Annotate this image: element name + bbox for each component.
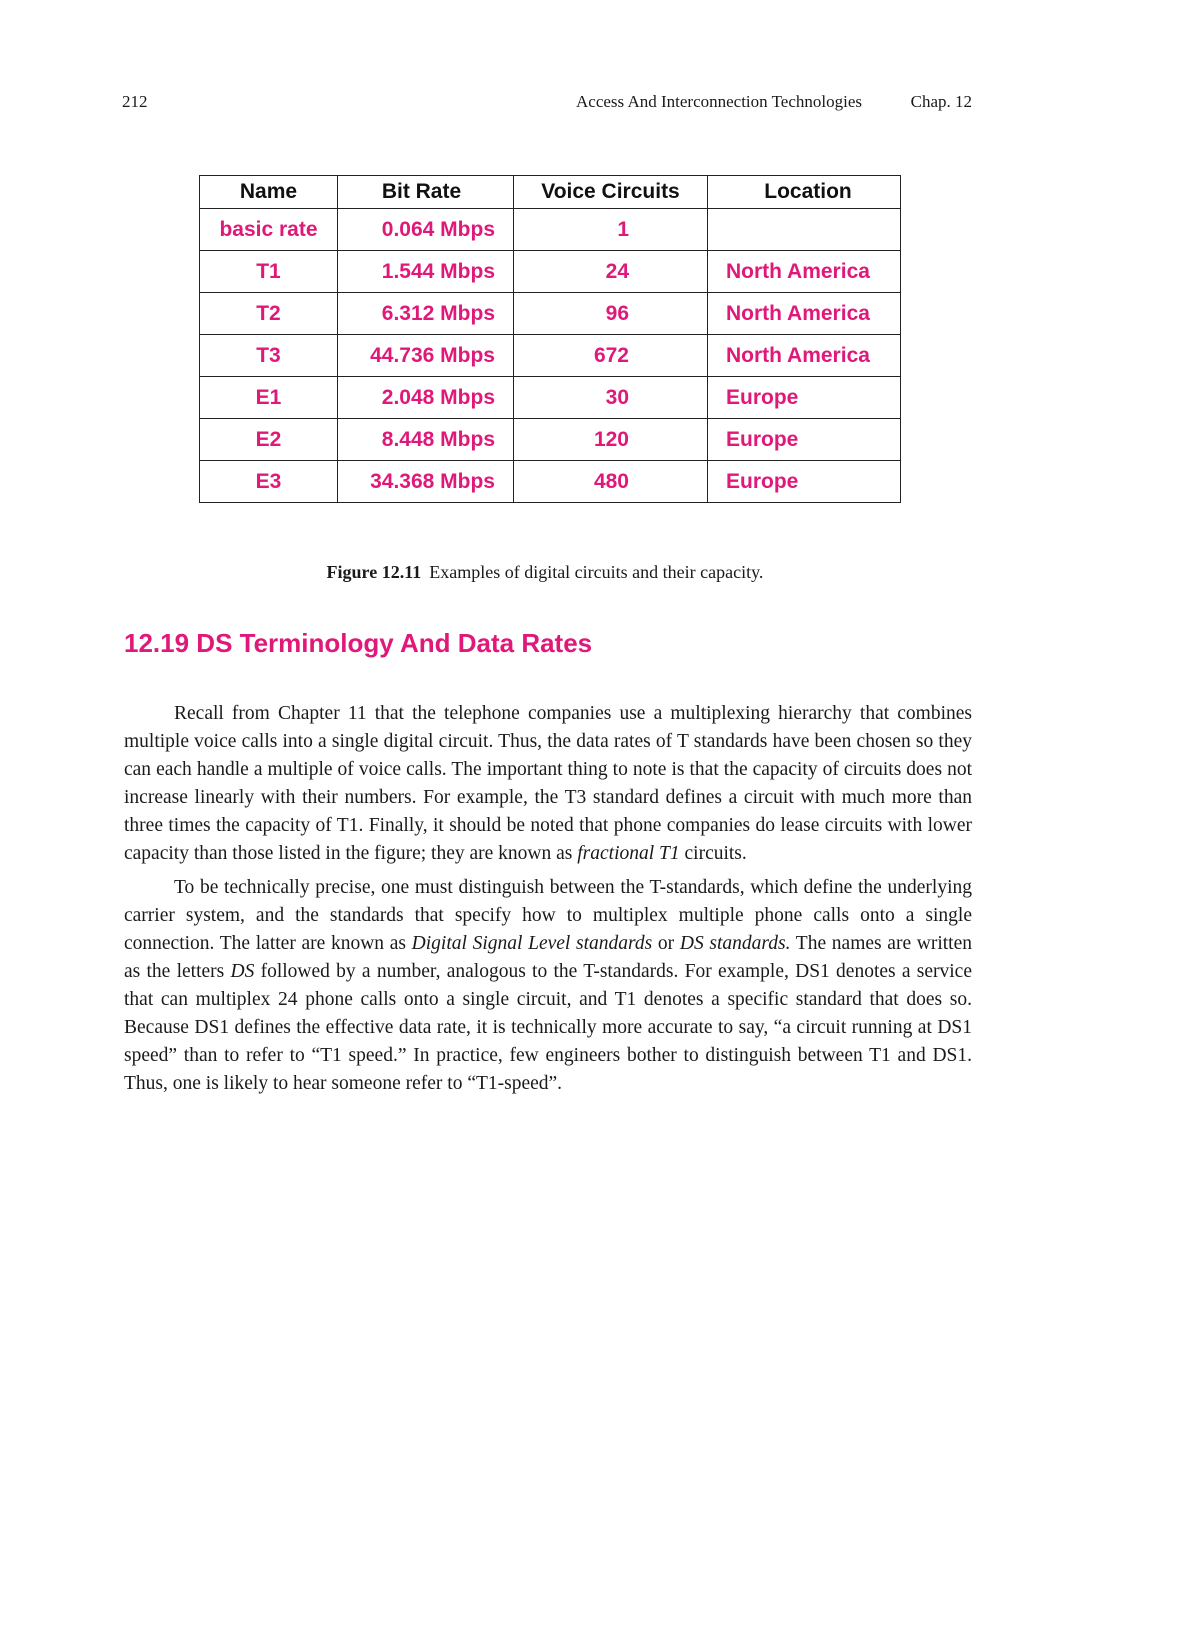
- circuit-name: E3: [200, 461, 338, 503]
- chapter-label: Chap. 12: [910, 92, 972, 111]
- table-row: [200, 335, 901, 377]
- paragraph: [124, 874, 972, 1098]
- section-heading: 12.19 DS Terminology And Data Rates: [124, 628, 593, 658]
- figure-caption: [0, 562, 1090, 583]
- circuit-bit-rate: 1.544 Mbps: [338, 251, 514, 293]
- column-header-location: Location: [708, 176, 901, 209]
- paragraph-text: or: [652, 933, 680, 954]
- paragraph-text: followed by a number, analogous to the T-standards. For example, DS1 denotes a service that can multiplex 24 phone calls onto a single circuit, and T1 denotes a specific standard that does so. Because DS1 defines the effective data rate, it is technically more accurate to say, “a circuit running at DS1 speed” than to refer to “T1 speed.” In practice, few engineers bother to distinguish between T1 and DS1. Thus, one is likely to hear someone refer to “T1-speed”.: [124, 961, 972, 1094]
- circuit-bit-rate: 44.736 Mbps: [338, 335, 514, 377]
- circuit-bit-rate: 8.448 Mbps: [338, 419, 514, 461]
- circuit-location: North America: [708, 293, 901, 335]
- circuit-name: E2: [200, 419, 338, 461]
- circuit-bit-rate: 34.368 Mbps: [338, 461, 514, 503]
- circuit-name: T2: [200, 293, 338, 335]
- table-row: [200, 209, 901, 251]
- circuit-bit-rate: 2.048 Mbps: [338, 377, 514, 419]
- circuit-name: basic rate: [200, 209, 338, 251]
- figure-caption-text: Examples of digital circuits and their capacity.: [429, 562, 764, 582]
- circuit-location: Europe: [708, 461, 901, 503]
- page-number: 212: [122, 92, 148, 111]
- circuit-name: E1: [200, 377, 338, 419]
- emphasis-term: DS standards.: [679, 933, 791, 954]
- page-header: [122, 92, 972, 118]
- table-header-row: [200, 176, 901, 209]
- circuit-voice-count: 30: [514, 377, 708, 419]
- paragraph-text: circuits.: [679, 843, 747, 864]
- paragraph-text: The names are written as the letters: [124, 933, 973, 982]
- figure-label: Figure 12.11: [326, 562, 422, 582]
- circuit-voice-count: 120: [514, 419, 708, 461]
- table-row: [200, 419, 901, 461]
- table-row: [200, 293, 901, 335]
- circuit-name: T1: [200, 251, 338, 293]
- circuit-location: Europe: [708, 419, 901, 461]
- circuit-voice-count: 96: [514, 293, 708, 335]
- circuit-name: T3: [200, 335, 338, 377]
- circuit-bit-rate: 0.064 Mbps: [338, 209, 514, 251]
- circuit-location: Europe: [708, 377, 901, 419]
- circuit-voice-count: 1: [514, 209, 708, 251]
- circuit-location: North America: [708, 251, 901, 293]
- column-header-name: Name: [200, 176, 338, 209]
- column-header-voice-circuits: Voice Circuits: [514, 176, 708, 209]
- circuit-location: [708, 209, 901, 251]
- table-row: [200, 461, 901, 503]
- digital-circuits-table: [199, 175, 901, 503]
- circuit-voice-count: 24: [514, 251, 708, 293]
- running-title: Access And Interconnection Technologies: [576, 92, 862, 111]
- paragraph-text: To be technically precise, one must distinguish between the T-standards, which define the underlying carrier system, and the standards that specify how to multiplex multiple phone calls onto a single connection. The latter are known as: [124, 877, 972, 954]
- circuit-bit-rate: 6.312 Mbps: [338, 293, 514, 335]
- table-row: [200, 251, 901, 293]
- body-text: [124, 700, 972, 1104]
- circuit-location: North America: [708, 335, 901, 377]
- paragraph-text: Recall from Chapter 11 that the telephone companies use a multiplexing hierarchy that combines multiple voice calls into a single digital circuit. Thus, the data rates of T standards have been chosen so they can each handle a multiple of voice calls. The important thing to note is that the capacity of circuits does not increase linearly with their numbers. For example, the T3 standard defines a circuit with much more than three times the capacity of T1. Finally, it should be noted that phone companies do lease circuits with lower capacity than those listed in the figure; they are known as: [124, 703, 972, 864]
- column-header-bit-rate: Bit Rate: [338, 176, 514, 209]
- table-row: [200, 377, 901, 419]
- emphasis-term: Digital Signal Level standards: [411, 933, 653, 954]
- emphasis-term: DS: [230, 961, 255, 982]
- paragraph: [124, 700, 972, 868]
- circuit-voice-count: 480: [514, 461, 708, 503]
- emphasis-term: fractional T1: [577, 843, 680, 864]
- circuit-voice-count: 672: [514, 335, 708, 377]
